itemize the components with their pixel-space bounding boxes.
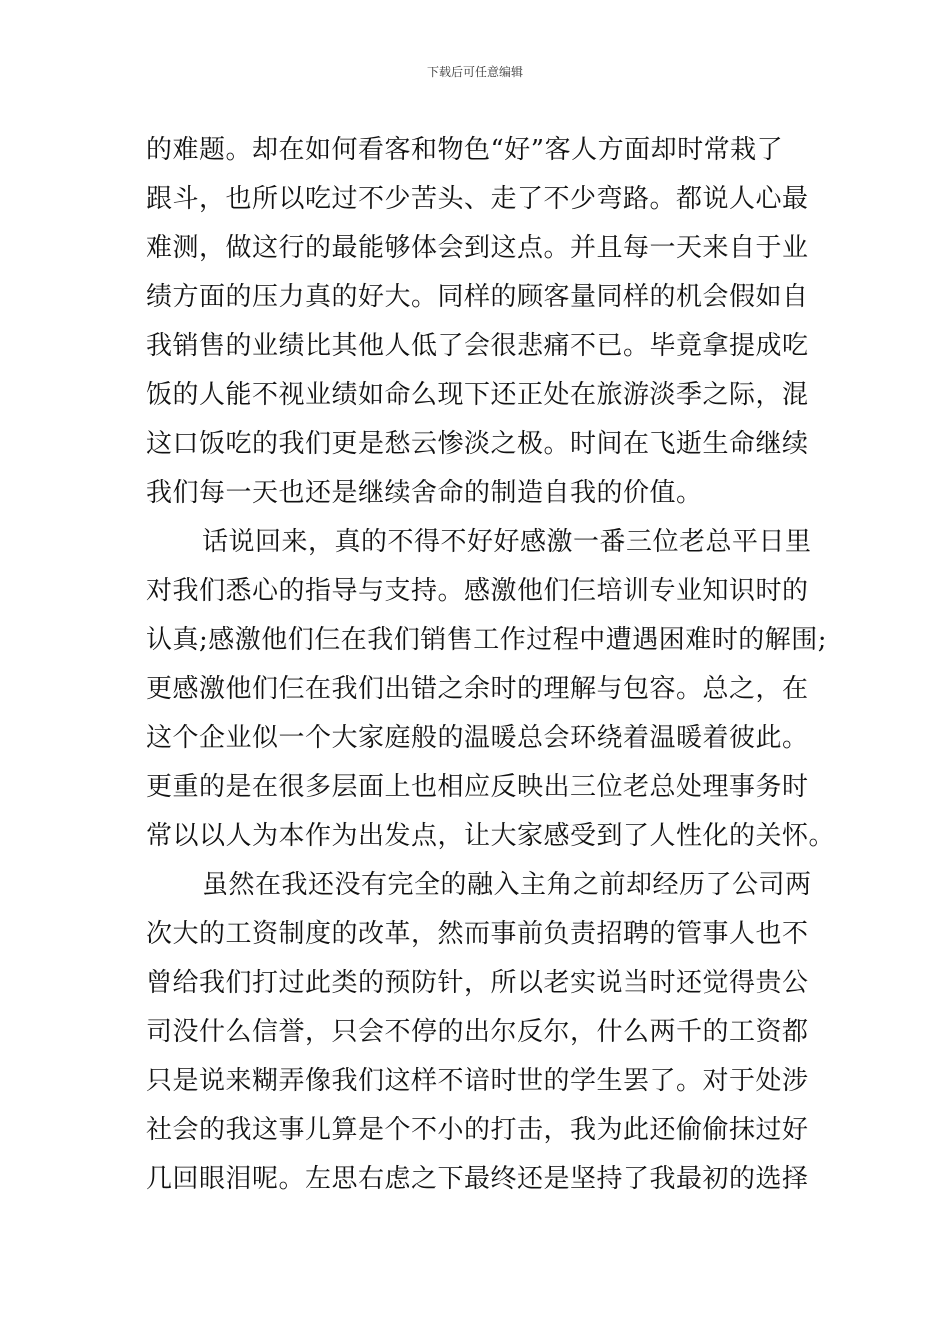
- paragraph-start-line: 话说回来，真的不得不好好感激一番三位老总平日里: [202, 527, 812, 557]
- text-line: 我销售的业绩比其他人低了会很悲痛不已。毕竟拿提成吃: [146, 331, 809, 361]
- text-line: 司没什么信誉，只会不停的出尔反尔，什么两千的工资都: [146, 1017, 809, 1047]
- text-line: 次大的工资制度的改革，然而事前负责招聘的管事人也不: [146, 919, 809, 949]
- text-line: 几回眼泪呢。左思右虑之下最终还是坚持了我最初的选择: [146, 1164, 809, 1194]
- body-text: [146, 126, 836, 1204]
- text-line: 社会的我这事儿算是个不小的打击，我为此还偷偷抹过好: [146, 1115, 809, 1145]
- page-header: 下载后可任意编辑: [426, 65, 523, 79]
- text-line: 难测，做这行的最能够体会到这点。并且每一天来自于业: [146, 233, 809, 263]
- text-line: 这口饭吃的我们更是愁云惨淡之极。时间在飞逝生命继续: [146, 429, 809, 459]
- text-line: 常以以人为本作为出发点，让大家感受到了人性化的关怀。: [146, 821, 836, 851]
- text-line: 更感激他们仨在我们出错之余时的理解与包容。总之，在: [146, 674, 809, 704]
- text-line: 认真;感激他们仨在我们销售工作过程中遭遇困难时的解围;: [146, 625, 828, 655]
- text-line: 饭的人能不视业绩如命么现下还正处在旅游淡季之际，混: [146, 380, 809, 410]
- text-line: 跟斗，也所以吃过不少苦头、走了不少弯路。都说人心最: [146, 184, 809, 214]
- text-line: 这个企业似一个大家庭般的温暖总会环绕着温暖着彼此。: [146, 723, 809, 753]
- text-line: 更重的是在很多层面上也相应反映出三位老总处理事务时: [146, 772, 809, 802]
- text-line: 的难题。却在如何看客和物色“好”客人方面却时常栽了: [146, 135, 784, 165]
- text-line: 绩方面的压力真的好大。同样的顾客量同样的机会假如自: [146, 282, 809, 312]
- text-line: 曾给我们打过此类的预防针，所以老实说当时还觉得贵公: [146, 968, 809, 998]
- text-line: 我们每一天也还是继续舍命的制造自我的价值。: [146, 478, 703, 508]
- text-line: 对我们悉心的指导与支持。感激他们仨培训专业知识时的: [146, 576, 809, 606]
- paragraph-start-line: 虽然在我还没有完全的融入主角之前却经历了公司两: [202, 870, 812, 900]
- text-line: 只是说来糊弄像我们这样不谙时世的学生罢了。对于处涉: [146, 1066, 809, 1096]
